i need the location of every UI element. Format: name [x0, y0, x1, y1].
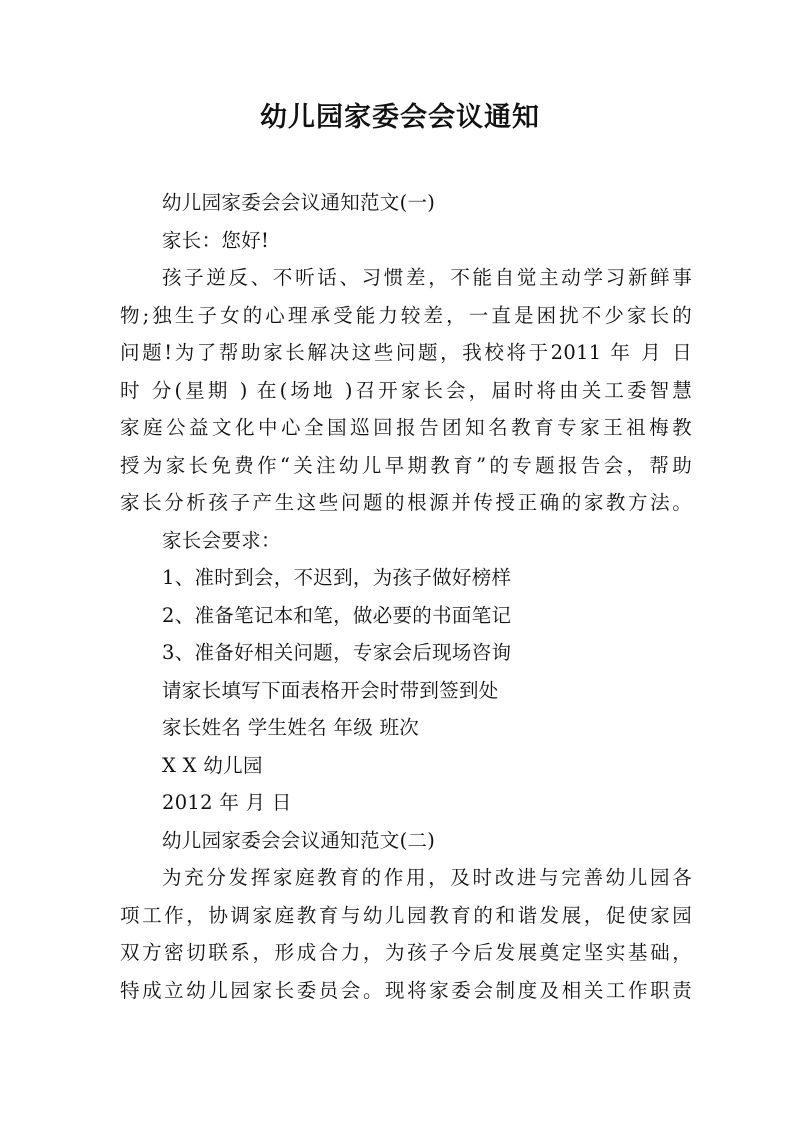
- paragraph-line: 时 分(星期 ) 在(场地 )召开家长会，届时将由关工委智慧: [120, 378, 692, 402]
- document-body: [120, 184, 692, 1009]
- requirement-item: 2、准备笔记本和笔，做必要的书面笔记: [162, 603, 512, 627]
- paragraph-line: 双方密切联系，形成合力，为孩子今后发展奠定坚实基础，: [120, 941, 692, 964]
- requirement-item: 3、准备好相关问题，专家会后现场咨询: [162, 641, 512, 664]
- document-title: 幼儿园家委会会议通知: [260, 102, 540, 133]
- salutation: 家长：您好!: [162, 228, 270, 252]
- section-heading-2: 幼儿园家委会会议通知范文(二): [162, 828, 436, 852]
- paragraph-line: 家长分析孩子产生这些问题的根源并传授正确的家教方法。: [120, 491, 692, 514]
- paragraph-line: 为充分发挥家庭教育的作用，及时改进与完善幼儿园各: [162, 866, 692, 889]
- signature-org: X X 幼儿园: [162, 753, 263, 777]
- requirement-item: 1、准时到会，不迟到，为孩子做好榜样: [162, 566, 512, 589]
- paragraph-line: 孩子逆反、不听话、习惯差，不能自觉主动学习新鲜事: [162, 266, 692, 289]
- paragraph-line: 特成立幼儿园家长委员会。现将家委会制度及相关工作职责: [120, 978, 692, 1002]
- form-fields: 家长姓名 学生姓名 年级 班次: [162, 716, 420, 739]
- requirements-heading: 家长会要求：: [162, 528, 281, 552]
- paragraph-line: 物;独生子女的心理承受能力较差，一直是困扰不少家长的: [120, 303, 692, 327]
- paragraph-line: 问题!为了帮助家长解决这些问题，我校将于2011 年 月 日: [120, 341, 692, 364]
- form-instruction: 请家长填写下面表格开会时带到签到处: [162, 678, 499, 702]
- paragraph-line: 项工作，协调家庭教育与幼儿园教育的和谐发展，促使家园: [120, 903, 692, 927]
- paragraph-line: 授为家长免费作“关注幼儿早期教育”的专题报告会，帮助: [120, 453, 692, 477]
- section-heading-1: 幼儿园家委会会议通知范文(一): [162, 191, 436, 214]
- signature-date: 2012 年 月 日: [162, 791, 292, 814]
- paragraph-line: 家庭公益文化中心全国巡回报告团知名教育专家王祖梅教: [120, 416, 692, 439]
